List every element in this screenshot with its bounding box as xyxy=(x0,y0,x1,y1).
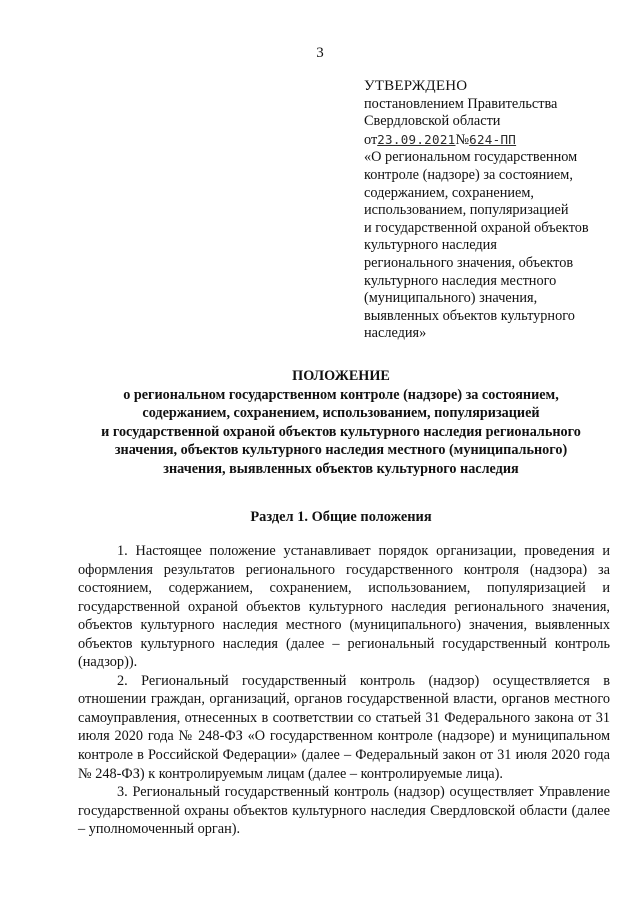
section-heading: Раздел 1. Общие положения xyxy=(250,509,432,525)
approval-line-2: Свердловской области xyxy=(364,113,501,130)
date-prefix: от xyxy=(364,131,378,148)
approval-doc-title-line: регионального значения, объектов xyxy=(364,254,574,271)
page-number: 3 xyxy=(316,45,324,61)
approval-stamp-block xyxy=(364,78,624,343)
approval-doc-title-line: культурного наследия xyxy=(364,237,497,254)
title-line: значения, объектов культурного наследия местного (муниципального) xyxy=(114,442,568,459)
number-prefix: № xyxy=(455,131,470,148)
approval-doc-title-line: содержанием, сохранением, xyxy=(364,184,534,201)
approval-date-line xyxy=(364,131,624,150)
title-line: о региональном государственном контроле (надзоре) за состоянием, xyxy=(123,386,559,403)
date-value: 23.09.2021 xyxy=(377,131,456,147)
approval-doc-title-line: «О региональном государственном xyxy=(364,149,578,166)
paragraph: 2. Региональный государственный контроль (надзор) осуществляется в отношении граждан, организаций, органов государственной власти, органов местного самоуправления, отнесенных в соответствии со статьей 31 Федерального закона от 31 июля 2020 года № 248-ФЗ «О государственном контроле (надзоре) и муниципальном контроле в Российской Федерации» (далее – Федеральный закон от 31 июля 2020 года № 248-ФЗ) к контролируемым лицам (далее – контролируемые лица). xyxy=(78,672,610,782)
paragraph: 1. Настоящее положение устанавливает порядок организации, проведения и оформления результатов регионального государственного контроля (надзора) за состоянием, содержанием, сохранением, использованием, популяризацией и государственной охраной объектов культурного наследия регионального значения, объектов культурного наследия местного (муниципального) значения, выявленных объектов культурного наследия (далее – региональный государственный контроль (надзор)). xyxy=(78,543,610,671)
section-body xyxy=(78,542,610,839)
approval-doc-title-line: использованием, популяризацией xyxy=(364,202,569,219)
approval-line-1: постановлением Правительства xyxy=(364,95,558,112)
approval-doc-title-line: выявленных объектов культурного xyxy=(364,307,575,324)
paragraph: 3. Региональный государственный контроль (надзор) осуществляет Управление государственной охраны объектов культурного наследия Свердловской области (далее – уполномоченный орган). xyxy=(78,784,610,838)
approved-label: УТВЕРЖДЕНО xyxy=(364,78,468,94)
title-line: содержанием, сохранением, использованием, популяризацией xyxy=(142,405,540,422)
title-heading: ПОЛОЖЕНИЕ xyxy=(292,368,390,384)
approval-doc-title-line: наследия» xyxy=(364,325,427,342)
document-title xyxy=(70,367,612,479)
title-line: и государственной охраной объектов культурного наследия регионального xyxy=(101,423,581,440)
number-value: 624-ПП xyxy=(469,131,517,147)
approval-doc-title-line: и государственной охраной объектов xyxy=(364,219,589,236)
title-line: значения, выявленных объектов культурного наследия xyxy=(163,460,519,477)
approval-doc-title-line: (муниципального) значения, xyxy=(364,290,538,307)
approval-doc-title-line: культурного наследия местного xyxy=(364,272,557,289)
approval-doc-title-line: контроле (надзоре) за состоянием, xyxy=(364,166,573,183)
